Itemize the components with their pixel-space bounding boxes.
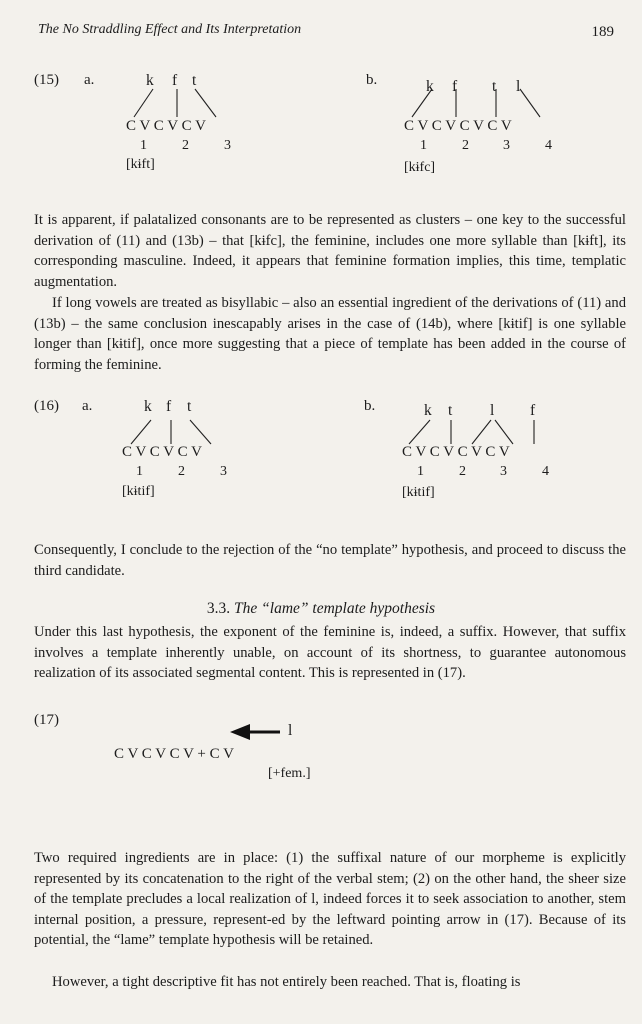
surface-form: [kɨtif]: [122, 484, 155, 499]
segment: f: [172, 72, 178, 89]
position-index: 3: [224, 138, 231, 153]
position-index: 2: [178, 464, 185, 479]
segment: k: [144, 398, 152, 415]
surface-form: [kɨfc]: [404, 160, 436, 175]
running-title: The No Straddling Effect and Its Interpretation: [38, 22, 302, 37]
surface-form: [kɨtif]: [402, 485, 435, 500]
example-15a-letter: a.: [84, 72, 95, 88]
segment: f: [530, 402, 536, 419]
section-heading: [0, 600, 642, 618]
cv-template: C V C V C V: [126, 118, 206, 134]
segment: l: [516, 78, 521, 95]
segment: k: [146, 72, 154, 89]
segment: t: [187, 398, 192, 415]
surface-form: [kɨft]: [126, 157, 155, 172]
example-15b-letter: b.: [366, 72, 378, 88]
position-index: 4: [545, 138, 552, 153]
segment: t: [492, 78, 497, 95]
body-paragraph: Consequently, I conclude to the rejection of the “no template” hypothesis, and proceed to discuss the third candidate.: [34, 542, 626, 579]
position-index: 2: [462, 138, 469, 153]
position-index: 1: [420, 138, 427, 153]
body-paragraph: It is apparent, if palatalized consonants are to be represented as clusters – one key to the successful derivation of (11) and (13b) – that [kɨfc], the feminine, includes one more syllable than [kɨft], its corresponding masculine. Indeed, it appears that feminine formation implies, this time, templatic augmentation.: [34, 212, 626, 290]
cv-template: C V C V C V C V: [402, 444, 510, 460]
morpheme-gloss: [+fem.]: [268, 766, 311, 781]
page-number: 189: [591, 24, 614, 40]
cv-template: C V C V C V: [122, 444, 202, 460]
position-index: 1: [417, 464, 424, 479]
body-paragraph: Under this last hypothesis, the exponent of the feminine is, indeed, a suffix. However, that suffix involves a template inherently unable, on account of its shortness, to guarantee autonomous realization of its associated segmental content. This is represented in (17).: [34, 624, 626, 681]
example-16-label: (16): [34, 398, 59, 414]
segment: t: [448, 402, 453, 419]
position-index: 2: [182, 138, 189, 153]
segment: k: [426, 78, 434, 95]
example-17-label: (17): [34, 712, 59, 728]
body-paragraph: Two required ingredients are in place: (1) the suffixal nature of our morpheme is explicitly represented by its concatenation to the right of the verbal stem; (2) on the other hand, the sheer size of the template precludes a local realization of l, indeed forces it to seek association to another, stem internal position, a pressure, represent-ed by the leftward pointing arrow in (17). Because of its potential, the “lame” template hypothesis will be retained.: [34, 850, 626, 948]
segment: l: [490, 402, 495, 419]
example-16b-letter: b.: [364, 398, 376, 414]
position-index: 3: [503, 138, 510, 153]
cv-template: C V C V C V C V: [404, 118, 512, 134]
body-paragraph: However, a tight descriptive fit has not entirely been reached. That is, floating is: [52, 974, 521, 990]
position-index: 3: [500, 464, 507, 479]
floating-segment: l: [288, 722, 293, 739]
position-index: 1: [136, 464, 143, 479]
section-number: 3.3.: [206, 600, 231, 617]
position-index: 2: [459, 464, 466, 479]
leftward-arrow: [230, 724, 280, 740]
body-paragraph: If long vowels are treated as bisyllabic – also an essential ingredient of the derivations of (11) and (13b) – the same conclusion inescapably arises in the case of (14b), where [kɨtif] is one syllable longer than [kɨtif], once more suggesting that a piece of template has been added in the course of forming the feminine.: [34, 295, 626, 373]
segment: f: [166, 398, 172, 415]
example-16a-letter: a.: [82, 398, 93, 414]
segment: t: [192, 72, 197, 89]
section-title: The “lame” template hypothesis: [234, 600, 436, 617]
position-index: 3: [220, 464, 227, 479]
segment: k: [424, 402, 432, 419]
segment: f: [452, 78, 458, 95]
position-index: 4: [542, 464, 549, 479]
example-15-label: (15): [34, 72, 59, 88]
position-index: 1: [140, 138, 147, 153]
cv-template: C V C V C V + C V: [114, 746, 234, 762]
